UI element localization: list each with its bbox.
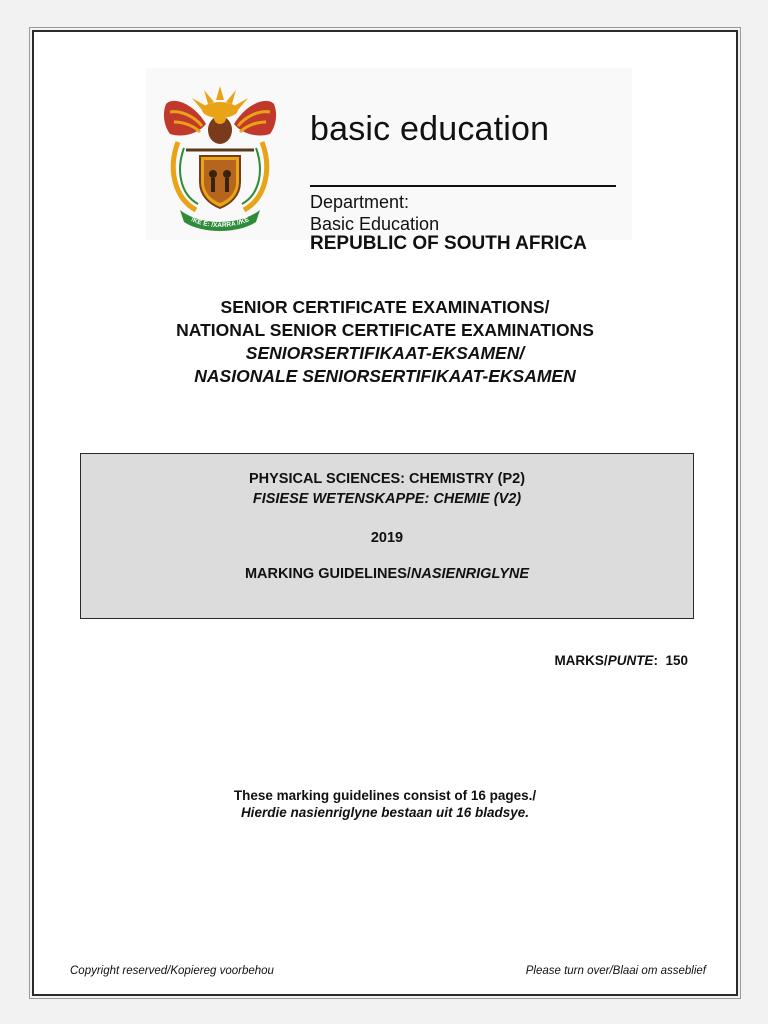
emblem-motto-text: !KE E: /XARRA //KE (189, 216, 251, 230)
country-name: REPUBLIC OF SOUTH AFRICA (310, 233, 587, 254)
department-label: Department: (310, 192, 410, 212)
marks-label-english: MARKS/ (554, 653, 608, 668)
guidelines-afrikaans: NASIENRIGLYNE (410, 566, 530, 582)
document-page (32, 30, 738, 996)
exam-title-afrikaans-2: NASIONALE SENIORSERTIFIKAAT-EKSAMEN (194, 366, 576, 386)
exam-title-english-2: NATIONAL SENIOR CERTIFICATE EXAMINATIONS (176, 320, 594, 340)
subject-box (80, 453, 694, 619)
subject-afrikaans: FISIESE WETENSKAPPE: CHEMIE (V2) (252, 491, 522, 507)
exam-title-afrikaans-1: SENIORSERTIFIKAAT-EKSAMEN/ (245, 343, 525, 363)
department-name: Basic Education (310, 214, 440, 234)
page-count-afrikaans: Hierdie nasienriglyne bestaan uit 16 bladsye. (240, 805, 530, 820)
brand-divider (310, 185, 616, 187)
exam-title-english-1: SENIOR CERTIFICATE EXAMINATIONS/ (220, 297, 550, 317)
turn-over-footer: Please turn over/Blaai om asseblief (525, 965, 706, 977)
subject-english: PHYSICAL SCIENCES: CHEMISTRY (P2) (248, 471, 526, 487)
copyright-footer: Copyright reserved/Kopiereg voorbehou (70, 965, 274, 977)
marks-label-afrikaans: PUNTE (607, 653, 654, 668)
marks-value: 150 (665, 653, 688, 668)
marks-separator: : (653, 653, 658, 668)
coat-of-arms-emblem (156, 82, 284, 232)
department-header (146, 68, 632, 254)
marking-guidelines-title (81, 566, 693, 582)
page-count-english: These marking guidelines consist of 16 pages./ (233, 788, 537, 803)
guidelines-english: MARKING GUIDELINES/ (244, 566, 411, 582)
exam-titles (34, 296, 736, 388)
page-count-note (34, 787, 736, 821)
brand-title: basic education (310, 110, 550, 148)
exam-year: 2019 (370, 530, 404, 546)
total-marks (554, 653, 688, 668)
